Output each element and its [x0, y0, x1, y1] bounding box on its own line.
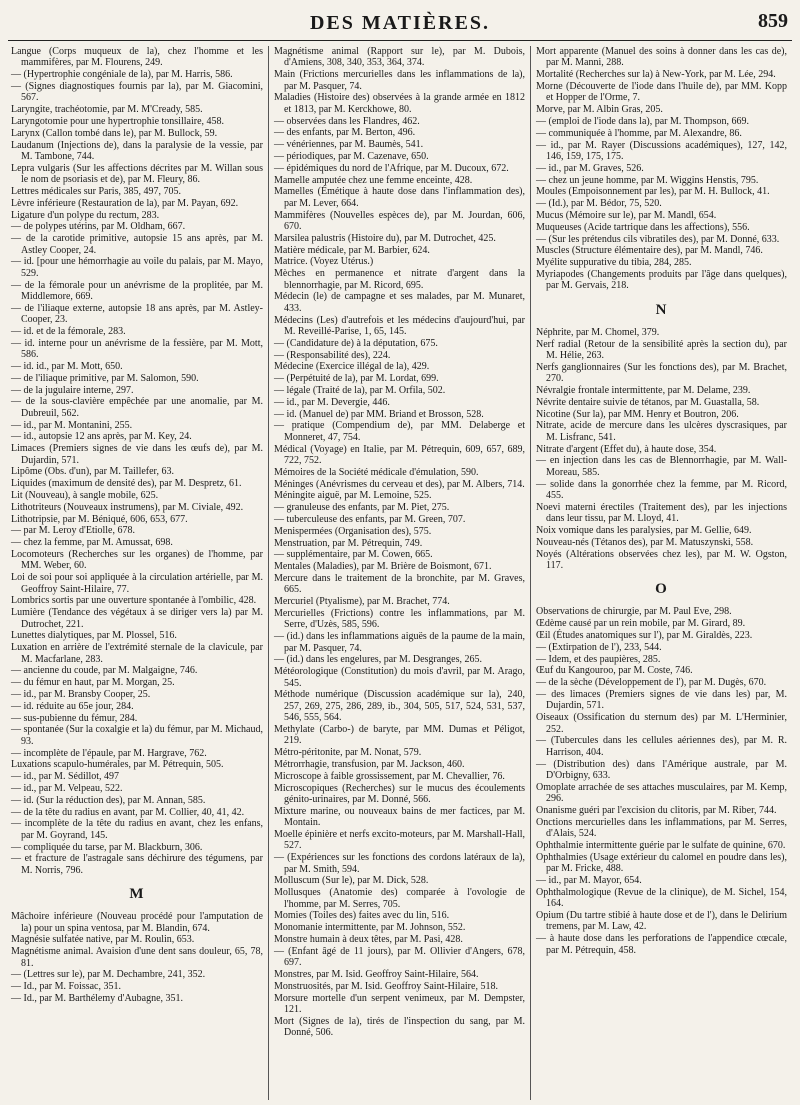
- index-entry: Métro-péritonite, par M. Nonat, 579.: [274, 747, 422, 759]
- index-entry: Médecine (Exercice illégal de la), 429.: [274, 361, 430, 373]
- index-entry: Observations de chirurgie, par M. Paul Eve, 298.: [536, 606, 732, 618]
- index-entry: Lit (Nouveau), à sangle mobile, 625.: [11, 489, 159, 501]
- index-entry: Myriapodes (Changements produits par l'âge dans quelques), par M. Gervais, 218.: [536, 268, 787, 292]
- index-entry: — ancienne du coude, par M. Malgaigne, 746.: [11, 665, 198, 677]
- index-column-right: [530, 46, 792, 1100]
- index-entry: Mamelle amputée chez une femme enceinte, 428.: [274, 174, 473, 186]
- index-entry: Molluscum (Sur le), par M. Dick, 528.: [274, 875, 429, 887]
- index-entry: — du fémur en haut, par M. Morgan, 25.: [11, 677, 175, 689]
- index-entry: Ligature d'un polype du rectum, 283.: [11, 209, 160, 221]
- page-number: 859: [758, 10, 788, 32]
- index-entry: — de polypes utérins, par M. Oldham, 667.: [11, 221, 186, 233]
- index-entry: — (Enfant âgé de 11 jours), par M. Ollivier d'Angers, 678, 697.: [274, 945, 525, 969]
- index-entry: Methylate (Carbo-) de baryte, par MM. Dumas et Péligot, 219.: [274, 723, 525, 747]
- index-entry: Locomoteurs (Recherches sur les organes) de l'homme, par MM. Weber, 60.: [11, 548, 263, 572]
- index-entry: Lunettes dialytiques, par M. Plossel, 516.: [11, 630, 177, 642]
- index-column-left: [6, 46, 268, 1100]
- index-entry: — de la sous-clavière empêchée par une anomalie, par M. Dubreuil, 562.: [11, 396, 263, 419]
- index-entry: Méthode numérique (Discussion académique sur la), 240, 257, 269, 275, 286, 289, ib., 304, 505, 517, 524, 531, 537, 546, 555, 564.: [274, 689, 525, 724]
- index-entry: — (Candidature de) à la députation, 675.: [274, 337, 438, 349]
- index-entry: — (Extirpation de l'), 233, 544.: [536, 641, 662, 653]
- index-entry: Monstres, par M. Isid. Geoffroy Saint-Hilaire, 564.: [274, 968, 479, 980]
- index-entry: Monomanie intermittente, par M. Johnson, 552.: [274, 922, 466, 934]
- index-entry: — (Responsabilité des), 224.: [274, 349, 391, 361]
- index-entry: Magnétisme animal. Avaision d'une dent sans douleur, 65, 78, 81.: [11, 946, 263, 969]
- index-entry: Météorologique (Constitution) du mois d'avril, par M. Arago, 545.: [274, 666, 525, 689]
- index-entry: — id. (Manuel de) par MM. Briand et Brosson, 528.: [274, 408, 484, 420]
- index-entry: — id., par M. Rayer (Discussions académiques), 127, 142, 146, 159, 175, 175.: [536, 139, 787, 162]
- index-entry: — des enfants, par M. Berton, 496.: [274, 127, 416, 139]
- index-entry: — sus-pubienne du fémur, 284.: [11, 712, 138, 724]
- index-entry: Nitrate, acide de mercure dans les ulcères dyscrasiques, par M. Lisfranc, 541.: [536, 420, 787, 443]
- index-entry: Noix vomique dans les paralysies, par M. Gellie, 649.: [536, 524, 752, 536]
- index-entry: — id. id., par M. Mott, 650.: [11, 361, 123, 372]
- index-entry: — supplémentaire, par M. Cowen, 665.: [274, 549, 433, 561]
- index-entry: — id. (Sur la réduction des), par M. Annan, 585.: [11, 794, 206, 806]
- index-entry: Nitrate d'argent (Effet du), à haute dose, 354.: [536, 443, 717, 455]
- index-entry: Lumière (Tendance des végétaux à se diriger vers la) par M. Dutrochet, 221.: [11, 607, 263, 630]
- index-entry: — Id., par M. Barthélemy d'Aubagne, 351.: [11, 992, 184, 1004]
- index-entry: Matrice. (Voyez Utérus.): [274, 256, 374, 268]
- index-entry: Maladies (Histoire des) observées à la grande armée en 1812 et 1813, par M. Kerckhowe, 80.: [274, 92, 525, 115]
- index-entry: Nerfs ganglionnaires (Sur les fonctions des), par M. Brachet, 270.: [536, 361, 787, 385]
- index-entry: Lèvre inférieure (Restauration de la), par M. Payan, 692.: [11, 197, 239, 209]
- index-entry: Mort (Signes de la), tirés de l'inspection du sang, par M. Donné, 506.: [274, 1015, 525, 1039]
- index-entry: Ophthalmologique (Revue de la clinique), de M. Sichel, 154, 164.: [536, 886, 787, 910]
- index-entry: Onanisme guéri par l'excision du clitoris, par M. Riber, 744.: [536, 804, 777, 816]
- index-entry: Menispermées (Organisation des), 575.: [274, 525, 432, 537]
- index-entry: — en injection dans les cas de Blennorrhagie, par M. Wall-Moreau, 585.: [536, 455, 787, 478]
- index-entry: — id., par M. Velpeau, 522.: [11, 782, 123, 794]
- section-letter: N: [655, 301, 668, 318]
- index-entry: Main (Frictions mercurielles dans les inflammations de la), par M. Pasquer, 74.: [274, 69, 525, 92]
- index-entry: Myélite suppurative du tibia, 284, 285.: [536, 257, 692, 269]
- index-entry: — de la jugulaire interne, 297.: [11, 384, 134, 396]
- index-entry: — tuberculeuse des enfants, par M. Green, 707.: [274, 513, 466, 525]
- index-column-middle: [268, 46, 530, 1100]
- index-entry: — (emploi de l'iode dans la), par M. Thompson, 669.: [536, 116, 749, 127]
- index-entry: — id., par M. Bransby Cooper, 25.: [11, 688, 151, 700]
- index-entry: — Id., par M. Foissac, 351.: [11, 981, 121, 993]
- index-entry: Médecin (le) de campagne et ses malades, par M. Munaret, 433.: [274, 291, 525, 314]
- index-entry: — (Sur les prétendus cils vibratiles des), par M. Donné, 633.: [536, 233, 780, 245]
- index-entry: Œdème causé par un rein mobile, par M. Girard, 89.: [536, 618, 746, 630]
- index-entry: — id., par M. Sédillot, 497: [11, 771, 120, 783]
- index-entry: — id. [pour une hémorrhagie au voile du palais, par M. Mayo, 529.: [11, 256, 263, 279]
- header-rule: [8, 40, 792, 41]
- index-entry: Lombrics sortis par une ouverture spontanée à l'ombilic, 428.: [11, 595, 257, 607]
- index-entry: Ophthalmies (Usage extérieur du calomel en poudre dans les), par M. Fricke, 488.: [536, 851, 787, 875]
- index-entry: — id. interne pour un anévrisme de la fessière, par M. Mott, 586.: [11, 337, 263, 361]
- index-entry: Nouveau-nés (Tétanos des), par M. Matuszynski, 558.: [536, 536, 754, 548]
- index-entry: — id., par M. Montanini, 255.: [11, 419, 133, 431]
- index-entry: Limaces (Premiers signes de vie dans les œufs de), par M. Dujardin, 571.: [11, 443, 263, 466]
- index-entry: Momies (Toiles des) faites avec du lin, 516.: [274, 910, 450, 922]
- index-entry: Lepra vulgaris (Sur les affections décrites par M. Willan sous le nom de psoriasis et de), par M. Fleury, 86.: [11, 162, 263, 186]
- index-entry: Mercurielles (Frictions) contre les inflammations, par M. Serre, d'Uzès, 585, 596.: [274, 607, 525, 631]
- index-entry: Lettres médicales sur Paris, 385, 497, 705.: [11, 186, 181, 197]
- index-entry: — de la tête du radius en avant, par M. Collier, 40, 41, 42.: [11, 806, 245, 818]
- index-entry: — périodiques, par M. Cazenave, 650.: [274, 151, 429, 162]
- index-entry: — (Tubercules dans les cellules aériennes des), par M. R. Harrison, 404.: [536, 735, 787, 758]
- index-entry: — épidémiques du nord de l'Afrique, par M. Ducoux, 672.: [274, 162, 509, 174]
- index-entry: — à haute dose dans les perforations de l'appendice cœcale, par M. Pétrequin, 458.: [536, 933, 787, 956]
- index-entry: Œuf du Kangouroo, par M. Coste, 746.: [536, 665, 693, 677]
- index-entry: Liquides (maximum de densité des), par M. Despretz, 61.: [11, 478, 242, 490]
- index-entry: Moelle épinière et nerfs excito-moteurs, par M. Marshall-Hall, 527.: [274, 828, 525, 852]
- index-entry: Laryngite, trachéotomie, par M. M'Cready, 585.: [11, 104, 203, 116]
- index-entry: — Idem, et des paupières, 285.: [536, 653, 661, 665]
- index-entry: — (Hypertrophie congéniale de la), par M. Harris, 586.: [11, 69, 233, 81]
- index-entry: — id. réduite au 65e jour, 284.: [11, 700, 134, 712]
- index-entry: Nerf radial (Retour de la sensibilité après la section du), par M. Hélie, 263.: [536, 338, 787, 361]
- index-entry: Onctions mercurielles dans les inflammations, par M. Serres, d'Alais, 524.: [536, 816, 787, 840]
- index-entry: Mollusques (Anatomie des) comparée à l'ovologie de l'homme, par M. Serres, 705.: [274, 887, 525, 910]
- index-entry: Mémoires de la Société médicale d'émulation, 590.: [274, 466, 479, 478]
- index-entry: — légale (Traité de la), par M. Orfila, 502.: [274, 384, 446, 396]
- index-entry: — des limaces (Premiers signes de vie dans les) par, M. Dujardin, 571.: [536, 688, 787, 712]
- index-entry: Monstruosités, par M. Isid. Geoffroy Saint-Hilaire, 518.: [274, 980, 498, 992]
- page-title: DES MATIÈRES.: [309, 12, 491, 34]
- index-entry: Morsure mortelle d'un serpent venimeux, par M. Dempster, 121.: [274, 992, 525, 1015]
- index-entry: — (Signes diagnostiques fournis par la), par M. Giacomini, 567.: [11, 81, 263, 104]
- index-entry: Mixture marine, ou nouveaux bains de mer factices, par M. Montain.: [274, 805, 525, 829]
- section-letter: M: [129, 886, 145, 903]
- index-entry: Menstruation, par M. Pétrequin, 749.: [274, 537, 423, 549]
- index-entry: — (Id.), par M. Bédor, 75, 520.: [536, 198, 662, 210]
- index-entry: — (id.) dans les inflammations aiguës de la paume de la main, par M. Pasquer, 74.: [274, 631, 525, 654]
- index-entry: — id. et de la fémorale, 283.: [11, 326, 126, 337]
- index-entry: Omoplate arrachée de ses attaches musculaires, par M. Kemp, 296.: [536, 781, 787, 805]
- index-entry: Névrite dentaire suivie de tétanos, par M. Guastalla, 58.: [536, 396, 760, 408]
- index-entry: — granuleuse des enfants, par M. Piet, 275.: [274, 502, 450, 514]
- index-entry: Magnésie sulfatée native, par M. Roulin, 653.: [11, 934, 195, 946]
- index-entry: — (id.) dans les engelures, par M. Desgranges, 265.: [274, 654, 483, 666]
- index-entry: Mucus (Mémoire sur le), par M. Mandl, 654.: [536, 209, 717, 221]
- index-entry: Microscope à faible grossissement, par M. Chevallier, 76.: [274, 770, 505, 782]
- index-entry: Moules (Empoisonnement par les), par M. H. Bullock, 41.: [536, 186, 770, 198]
- index-entry: — de l'iliaque primitive, par M. Salomon, 590.: [11, 372, 199, 384]
- index-entry: Noevi materni érectiles (Traitement des), par les injections dans leur tissu, par M. Lloyd, 41.: [536, 501, 787, 525]
- index-entry: Névralgie frontale intermittente, par M. Delame, 239.: [536, 384, 751, 396]
- index-entry: — observées dans les Flandres, 462.: [274, 115, 420, 127]
- index-columns: [6, 46, 794, 1100]
- index-entry: — (Distribution des) dans l'Amérique australe, par M. D'Orbigny, 633.: [536, 758, 787, 781]
- index-entry: Mammifères (Nouvelles espèces de), par M. Jourdan, 606, 670.: [274, 209, 525, 232]
- index-entry: Lipôme (Obs. d'un), par M. Taillefer, 63.: [11, 466, 174, 478]
- index-entry: Métrorrhagie, transfusion, par M. Jackson, 460.: [274, 758, 465, 770]
- index-entry: Luxations scapulo-humérales, par M. Pétrequin, 505.: [11, 759, 224, 771]
- index-entry: Muqueuses (Acide tartrique dans les affections), 556.: [536, 221, 750, 233]
- index-entry: — de la fémorale pour un anévrisme de la proplitée, par M. Middlemore, 669.: [11, 279, 263, 302]
- index-entry: Mercure dans le traitement de la bronchite, par M. Graves, 665.: [274, 572, 525, 596]
- index-entry: Microscopiques (Recherches) sur le mucus des écoulements génito-urinaires, par M. Donné, 566.: [274, 782, 525, 805]
- index-entry: Médecins (Les) d'autrefois et les médecins d'aujourd'hui, par M. Reveillé-Parise, 1, 65, 145.: [274, 314, 525, 337]
- index-entry: Lithotriteurs (Nouveaux instrumens), par M. Civiale, 492.: [11, 501, 244, 513]
- index-entry: — solide dans la gonorrhée chez la femme, par M. Ricord, 455.: [536, 478, 787, 501]
- index-entry: — de la sèche (Développement de l'), par M. Dugès, 670.: [536, 677, 767, 689]
- index-entry: — id., par M. Graves, 526.: [536, 162, 644, 174]
- index-entry: Mamelles (Émétique à haute dose dans l'inflammation des), par M. Lever, 664.: [274, 186, 525, 209]
- index-entry: Mercuriel (Ptyalisme), par M. Brachet, 774.: [274, 596, 450, 608]
- index-entry: — (Perpétuité de la), par M. Lordat, 699.: [274, 373, 439, 385]
- index-entry: Morve, par M. Albin Gras, 205.: [536, 104, 663, 116]
- index-entry: Loi de soi pour soi appliquée à la circulation artérielle, par M. Geoffroy Saint-Hilaire, 77.: [11, 572, 263, 595]
- index-entry: Monstre humain à deux têtes, par M. Pasi, 428.: [274, 933, 463, 945]
- index-entry: Luxation en arrière de l'extrémité sternale de la clavicule, par M. Macfarlane, 283.: [11, 642, 263, 665]
- index-entry: Larynx (Callon tombé dans le), par M. Bullock, 59.: [11, 127, 218, 139]
- index-entry: — compliquée du tarse, par M. Blackburn, 306.: [11, 841, 203, 853]
- index-entry: Nicotine (Sur la), par MM. Henry et Boutron, 206.: [536, 408, 739, 420]
- index-entry: Mâchoire inférieure (Nouveau procédé pour l'amputation de la) pour un spina ventosa, par M. Blandin, 674.: [11, 911, 263, 934]
- index-entry: Laryngotomie pour une hypertrophie tonsillaire, 458.: [11, 116, 225, 127]
- index-entry: — de la carotide primitive, autopsie 15 ans après, par M. Astley Cooper, 24.: [11, 233, 263, 256]
- index-entry: Ophthalmie intermittente guérie par le sulfate de quinine, 670.: [536, 839, 786, 851]
- index-entry: Muscles (Structure élémentaire des), par M. Mandl, 746.: [536, 245, 763, 257]
- index-entry: — de l'iliaque externe, autopsie 18 ans après, par M. Astley-Cooper, 23.: [11, 302, 263, 326]
- index-entry: Morne (Découverte de l'iode dans l'huile de), par MM. Kopp et Hopper de l'Orme, 7.: [536, 81, 787, 104]
- index-entry: Mentales (Maladies), par M. Brière de Boismont, 671.: [274, 561, 492, 573]
- index-entry: Noyés (Altérations observées chez les), par M. W. Ogston, 117.: [536, 548, 787, 571]
- index-entry: Lithotripsie, par M. Béniqué, 606, 653, 677.: [11, 513, 188, 525]
- index-entry: Mèches en permanence et nitrate d'argent dans la blennorrhagie, par M. Ricord, 695.: [274, 268, 525, 291]
- index-entry: — (Expériences sur les fonctions des cordons latéraux de la), par M. Smith, 594.: [274, 852, 525, 875]
- index-entry: Médical (Voyage) en Italie, par M. Pétrequin, 609, 657, 689, 722, 752.: [274, 443, 525, 466]
- index-entry: Magnétisme animal (Rapport sur le), par M. Dubois, d'Amiens, 308, 340, 353, 364, 374.: [274, 46, 525, 69]
- index-entry: — incomplète de la tête du radius en avant, chez les enfans, par M. Goyrand, 145.: [11, 818, 263, 841]
- index-entry: Mort apparente (Manuel des soins à donner dans les cas de), par M. Manni, 288.: [536, 46, 787, 69]
- index-entry: Méningite aiguë, par M. Lemoine, 525.: [274, 490, 432, 502]
- section-letter: O: [655, 581, 668, 598]
- index-entry: — chez un jeune homme, par M. Wiggins Henstis, 795.: [536, 174, 759, 186]
- index-entry: — incomplète de l'épaule, par M. Hargrave, 762.: [11, 747, 207, 759]
- index-entry: — et fracture de l'astragale sans déchirure des tégumens, par M. Norris, 796.: [11, 853, 263, 876]
- index-entry: Matière médicale, par M. Barbier, 624.: [274, 244, 430, 256]
- index-entry: Mortalité (Recherches sur la) à New-York, par M. Lée, 294.: [536, 69, 776, 81]
- index-entry: — chez la femme, par M. Amussat, 698.: [11, 537, 173, 549]
- index-entry: Langue (Corps muqueux de la), chez l'homme et les mammifères, par M. Flourens, 249.: [11, 46, 263, 69]
- index-entry: — par M. Leroy d'Etiolle, 678.: [11, 525, 135, 537]
- index-entry: — spontanée (Sur la coxalgie et la) du fémur, par M. Michaud, 93.: [11, 724, 263, 747]
- index-entry: Marsilea palustris (Histoire du), par M. Dutrochet, 425.: [274, 232, 496, 244]
- index-entry: Méninges (Anévrismes du cerveau et des), par M. Albers, 714.: [274, 478, 525, 490]
- index-entry: Laudanum (Injections de), dans la paralysie de la vessie, par M. Tambone, 744.: [11, 139, 263, 162]
- index-entry: — id., par M. Devergie, 446.: [274, 396, 390, 408]
- index-entry: — communiquée à l'homme, par M. Alexandre, 86.: [536, 127, 742, 139]
- index-entry: Oiseaux (Ossification du sternum des) par M. L'Herminier, 252.: [536, 712, 787, 735]
- index-entry: — id., par M. Mayor, 654.: [536, 874, 642, 886]
- index-entry: — vénériennes, par M. Baumès, 541.: [274, 139, 424, 151]
- page-header: [0, 0, 800, 40]
- index-entry: — pratique (Compendium de), par MM. Delaberge et Monneret, 47, 754.: [274, 420, 525, 443]
- index-entry: — (Lettres sur le), par M. Dechambre, 241, 352.: [11, 969, 206, 981]
- index-entry: — id., autopsie 12 ans après, par M. Key, 24.: [11, 431, 192, 443]
- index-entry: Néphrite, par M. Chomel, 379.: [536, 326, 660, 338]
- index-entry: Opium (Du tartre stibié à haute dose et de l'), dans le Delirium tremens, par M. Law, 42.: [536, 909, 787, 933]
- index-entry: Œil (Études anatomiques sur l'), par M. Giraldès, 223.: [536, 629, 753, 641]
